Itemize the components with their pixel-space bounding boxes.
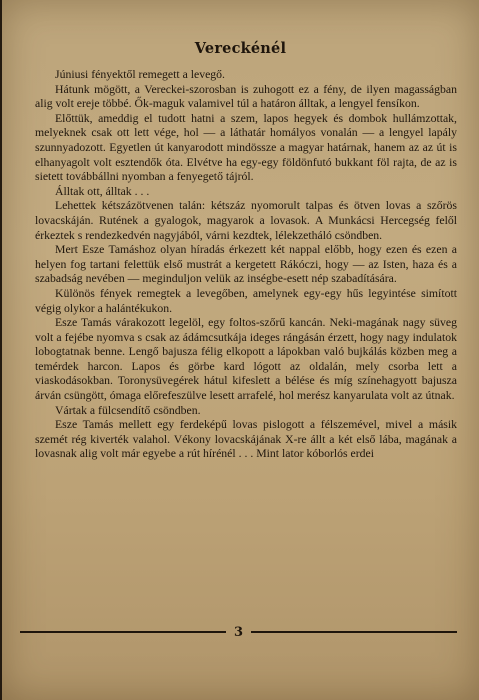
paragraph: Hátunk mögött, a Vereckei-szorosban is zuhogott ez a fény, de ilyen magasságban alig volt ereje többé. Ők-maguk valamivel túl a határon álltak, a lengyel fensíkon. (35, 82, 457, 111)
paragraph: Lehettek kétszázötvenen talán: kétszáz nyomorult talpas és ötven lovas a szőrös lovacskáján. Rutének a gyalogok, magyarok a lovasok. A Munkácsi Hercegség felől érkeztek s rendezkedvén nagyjából, várni kezdtek, lélekzetháló csöndben. (35, 199, 457, 242)
chapter-title: Vereckénél (194, 40, 287, 57)
footer-rule-left (20, 631, 226, 633)
body-text (35, 68, 457, 462)
paragraph: Esze Tamás mellett egy ferdeképű lovas pislogott a félszemével, mivel a másik szemét rég kiverték valahol. Vékony lovacskájának X-re állt a két első lába, magának a lovasnak alig volt már egyebe a rút hírénél . . . Mint lator kóborlós erdei (35, 418, 457, 461)
paragraph: Esze Tamás várakozott legelöl, egy foltos-szőrű kancán. Neki-magának nagy süveg volt a fejébe nyomva s csak az ádámcsutkája ideges rángásán érzett, hogy nagy indulatok lobogtatnak benne. Lengő bajusza félig elkopott a lápokban való bujkálás közben meg a temérdek harcon. Lapos és görbe kard lógott az oldalán, mely csorba lett a viaskodásokban. Toronysüvegérek hátul kifeslett a bélése és míg színehagyott bajusza árván csüngött, ómaga előrefeszülve lesett arrafelé, hol merész kanyarulata volt az útnak. (35, 316, 457, 403)
paragraph: Mert Esze Tamáshoz olyan híradás érkezett két nappal előbb, hogy ezen és ezen a helyen fog tartani felettük első mustrát a kergetett Rákóczi, hogy — az Isten, haza és a szabadság nevében — meginduljon velük az inségbe-esett nép szabadítására. (35, 243, 457, 286)
paragraph: Vártak a fülcsendítő csöndben. (55, 403, 201, 417)
paragraph: Előttük, ameddig el tudott hatni a szem, lapos hegyek és dombok hullámzottak, melyeknek csak ott lett vége, hol — a láthatár homályos vonalán — a lengyel lapály szunnyadozott. Egyetlen út kanyarodott mindössze a magyar határnak, hanem az az út is elhanyagolt volt esztendők óta. Elvétve ha egy-egy földönfutó bukkant föl rajta, de az is sietett továbbállni nyomban a fenyegető tájról. (35, 111, 457, 184)
paragraph: Álltak ott, álltak . . . (55, 184, 150, 198)
footer-rule-right (251, 631, 457, 633)
paragraph: Különös fények remegtek a levegőben, amelynek egy-egy hűs legyintése simított végig olykor a halántékukon. (35, 286, 457, 315)
book-page (2, 0, 479, 700)
page-footer (20, 625, 457, 639)
page-number: 3 (233, 624, 244, 640)
paragraph: Júniusi fényektől remegett a levegő. (55, 68, 225, 81)
